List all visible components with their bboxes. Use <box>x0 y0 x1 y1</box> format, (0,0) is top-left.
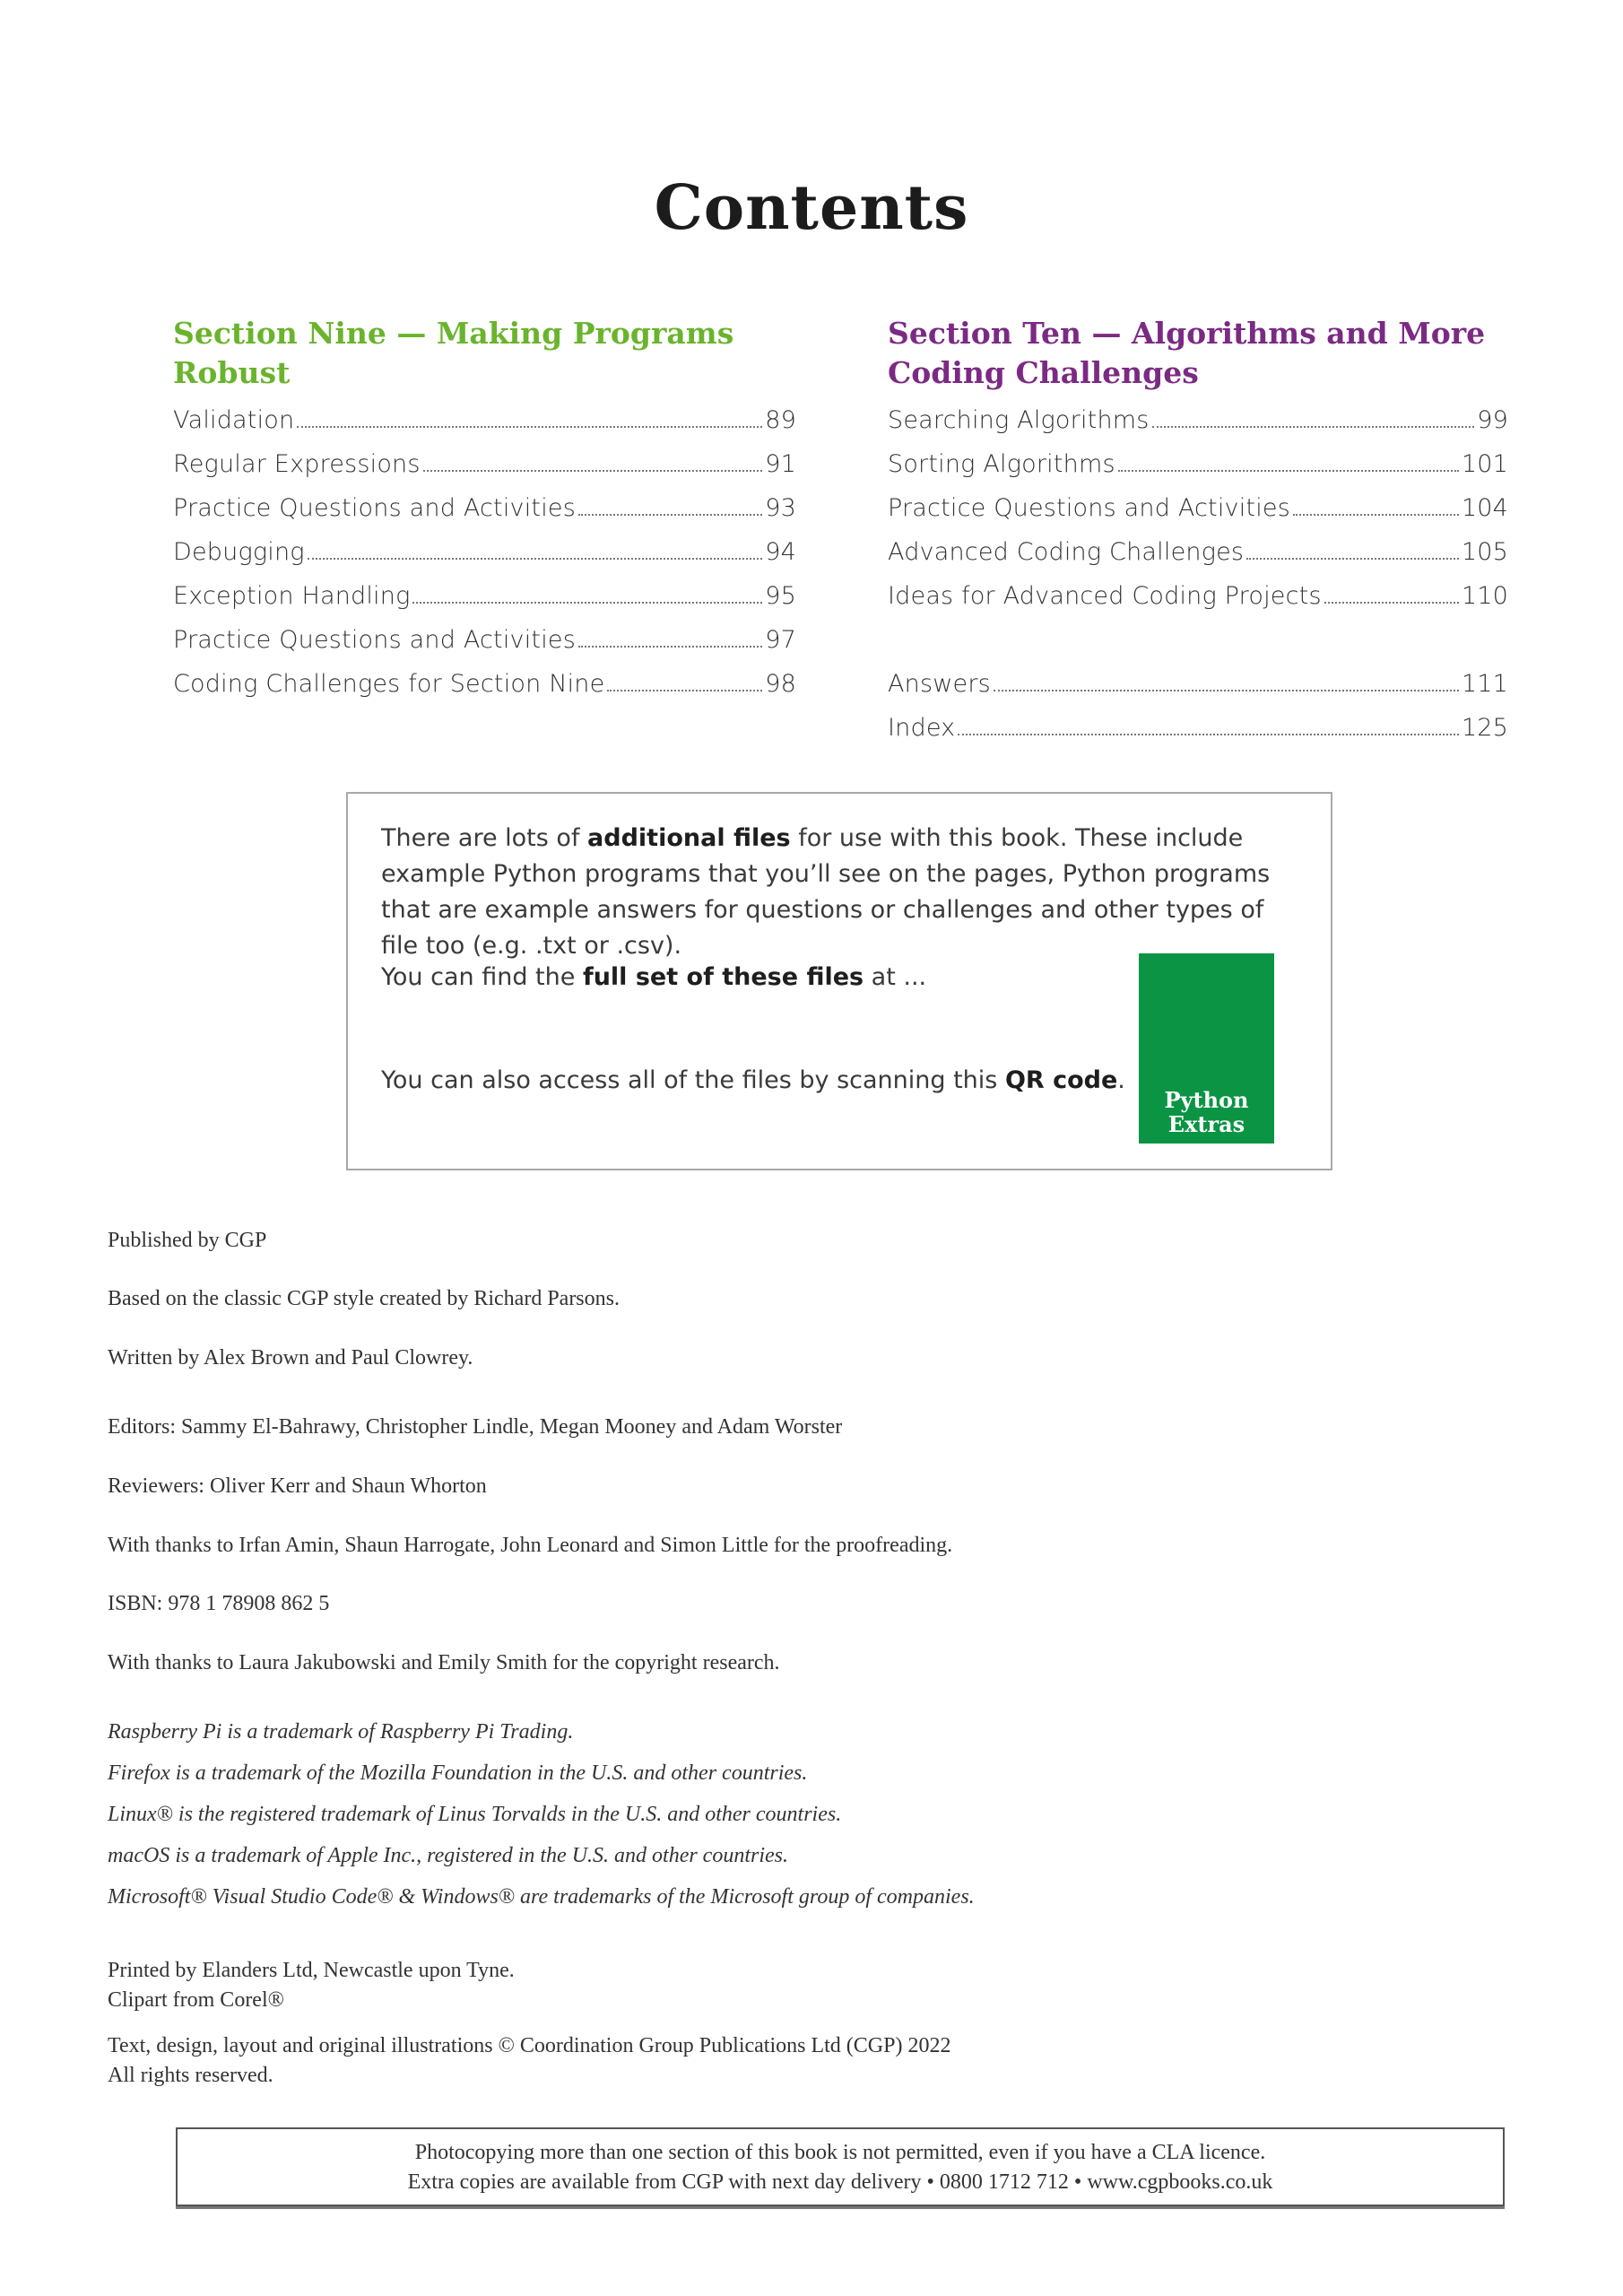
toc-entry[interactable] <box>888 662 1508 706</box>
dot-leader <box>1293 514 1459 516</box>
toc-entry[interactable] <box>888 486 1508 530</box>
toc-entry-page: 93 <box>765 494 796 522</box>
toc-entry[interactable] <box>173 486 796 530</box>
copyright-line: Text, design, layout and original illustrations © Coordination Group Publications Ltd (CGP) 2022 <box>108 2034 951 2057</box>
toc-entry-label: Debugging <box>173 538 305 566</box>
toc-entry-page: 97 <box>765 626 796 654</box>
toc-entry-label: Practice Questions and Activities <box>173 494 576 522</box>
text: You can also access all of the files by scanning this <box>381 1066 1005 1094</box>
isbn-line: ISBN: 978 1 78908 862 5 <box>108 1592 330 1615</box>
text: There are lots of <box>381 824 588 852</box>
toc-entry[interactable] <box>173 530 796 574</box>
qr-code-placeholder[interactable] <box>1139 953 1274 1144</box>
rights-line: All rights reserved. <box>108 2064 273 2087</box>
toc-section-ten <box>888 314 1508 750</box>
toc-entry-page: 125 <box>1461 714 1508 742</box>
toc-entry-label: Practice Questions and Activities <box>173 626 576 654</box>
toc-entry-page: 89 <box>765 406 796 434</box>
toc-entry-label: Answers <box>888 670 991 698</box>
additional-files-box <box>346 792 1332 1170</box>
dot-leader <box>1152 426 1475 428</box>
trademark-line: Microsoft® Visual Studio Code® & Windows® are trademarks of the Microsoft group of companies. <box>108 1885 975 1909</box>
dot-leader <box>1246 558 1459 560</box>
dot-leader <box>958 734 1459 735</box>
order-info: Extra copies are available from CGP with next day delivery • 0800 1712 712 • www.cgpbooks.co.uk <box>407 2170 1273 2194</box>
toc-entry-page: 91 <box>765 450 796 478</box>
toc-entry-label: Sorting Algorithms <box>888 450 1115 478</box>
toc-entry-page: 105 <box>1461 538 1508 566</box>
text: at ... <box>864 963 927 991</box>
photocopy-notice-box <box>176 2127 1505 2206</box>
editors-line: Editors: Sammy El-Bahrawy, Christopher Lindle, Megan Mooney and Adam Worster <box>108 1415 843 1439</box>
dot-leader <box>607 690 762 691</box>
toc-entry[interactable] <box>173 618 796 662</box>
qr-label: Python <box>1164 1087 1249 1113</box>
toc-entry-page: 101 <box>1461 450 1508 478</box>
dot-leader <box>1118 470 1459 472</box>
additional-files-text <box>381 821 1296 964</box>
text: for use with this book. These include example Python programs that you’ll see on the pages, Python programs that are example answers for questions or challenges and other types of file too (e.g. .txt or .csv). <box>381 824 1271 960</box>
toc-entry-page: 110 <box>1461 582 1508 610</box>
trademark-line: Firefox is a trademark of the Mozilla Foundation in the U.S. and other countries. <box>108 1761 808 1785</box>
section-heading: Section Nine — Making Programs Robust <box>173 316 734 390</box>
qr-label: Extras <box>1167 1111 1245 1137</box>
dot-leader <box>308 558 763 560</box>
toc-entry[interactable] <box>173 574 796 618</box>
toc-entry-label: Ideas for Advanced Coding Projects <box>888 582 1322 610</box>
toc-entry-label: Practice Questions and Activities <box>888 494 1290 522</box>
toc-entry-page: 94 <box>765 538 796 566</box>
section-heading: Section Ten — Algorithms and More Coding Challenges <box>888 316 1486 390</box>
toc-entry[interactable] <box>888 574 1508 618</box>
trademark-line: Linux® is the registered trademark of Linus Torvalds in the U.S. and other countries. <box>108 1803 842 1826</box>
emphasis: additional files <box>587 824 791 852</box>
text: You can find the <box>381 963 583 991</box>
toc-entry-label: Validation <box>173 406 295 434</box>
toc-entry-page: 98 <box>765 670 796 698</box>
toc-entry-label: Coding Challenges for Section Nine <box>173 670 605 698</box>
based-on-line: Based on the classic CGP style created by Richard Parsons. <box>108 1287 620 1310</box>
dot-leader <box>412 602 762 604</box>
toc-entry-page: 111 <box>1461 670 1508 698</box>
publisher-line: Published by CGP <box>108 1229 267 1252</box>
toc-entry[interactable] <box>888 442 1508 486</box>
toc-entry[interactable] <box>173 398 796 442</box>
toc-entry-label: Searching Algorithms <box>888 406 1150 434</box>
copyright-research-line: With thanks to Laura Jakubowski and Emily Smith for the copyright research. <box>108 1651 780 1674</box>
spacer <box>888 618 1508 662</box>
dot-leader <box>423 470 763 472</box>
proofreading-line: With thanks to Irfan Amin, Shaun Harrogate, John Leonard and Simon Little for the proofreading. <box>108 1534 953 1557</box>
dot-leader <box>578 646 762 648</box>
trademark-line: Raspberry Pi is a trademark of Raspberry Pi Trading. <box>108 1720 574 1744</box>
dot-leader <box>994 690 1459 691</box>
dot-leader <box>1324 602 1459 604</box>
toc-entry[interactable] <box>888 530 1508 574</box>
toc-entry[interactable] <box>888 706 1508 750</box>
toc-entry[interactable] <box>888 398 1508 442</box>
dot-leader <box>297 426 762 428</box>
trademark-line: macOS is a trademark of Apple Inc., registered in the U.S. and other countries. <box>108 1844 788 1867</box>
toc-entry-page: 95 <box>765 582 796 610</box>
photocopy-notice: Photocopying more than one section of this book is not permitted, even if you have a CLA licence. <box>414 2141 1266 2164</box>
toc-entry-page: 104 <box>1461 494 1508 522</box>
text: . <box>1117 1066 1125 1094</box>
page-title: Contents <box>654 172 969 244</box>
toc-section-nine <box>173 314 796 706</box>
printer-line: Printed by Elanders Ltd, Newcastle upon Tyne. <box>108 1959 515 1982</box>
toc-entry-label: Exception Handling <box>173 582 411 610</box>
authors-line: Written by Alex Brown and Paul Clowrey. <box>108 1346 473 1370</box>
emphasis: full set of these files <box>582 963 864 991</box>
dot-leader <box>578 514 762 516</box>
toc-entry-label: Index <box>888 714 956 742</box>
toc-entry[interactable] <box>173 662 796 706</box>
toc-entry[interactable] <box>173 442 796 486</box>
clipart-line: Clipart from Corel® <box>108 1988 284 2012</box>
emphasis: QR code <box>1004 1066 1118 1094</box>
toc-entry-label: Regular Expressions <box>173 450 421 478</box>
toc-entry-label: Advanced Coding Challenges <box>888 538 1245 566</box>
reviewers-line: Reviewers: Oliver Kerr and Shaun Whorton <box>108 1474 487 1498</box>
toc-entry-page: 99 <box>1477 406 1508 434</box>
